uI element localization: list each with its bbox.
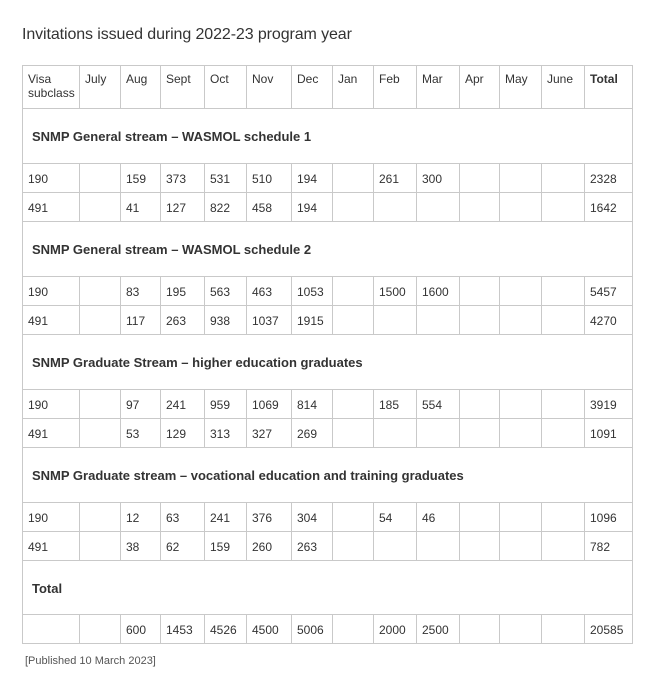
column-header: Total <box>585 66 633 109</box>
table-cell: 241 <box>205 503 247 532</box>
table-cell <box>333 419 374 448</box>
table-cell: 5457 <box>585 277 633 306</box>
table-cell: 959 <box>205 390 247 419</box>
section-heading-row <box>23 109 633 164</box>
table-cell: 300 <box>417 164 460 193</box>
table-cell: 261 <box>374 164 417 193</box>
table-cell <box>500 390 542 419</box>
table-cell: 41 <box>121 193 161 222</box>
table-cell: 938 <box>205 306 247 335</box>
table-cell: 1091 <box>585 419 633 448</box>
table-cell <box>542 277 585 306</box>
table-cell <box>80 503 121 532</box>
table-cell <box>417 306 460 335</box>
table-cell <box>333 164 374 193</box>
table-cell <box>333 306 374 335</box>
table-row <box>23 193 633 222</box>
table-cell <box>417 419 460 448</box>
column-header: July <box>80 66 121 109</box>
table-cell: 54 <box>374 503 417 532</box>
table-cell: 63 <box>161 503 205 532</box>
table-cell <box>80 615 121 644</box>
table-cell: 159 <box>121 164 161 193</box>
table-cell <box>500 503 542 532</box>
table-cell: 129 <box>161 419 205 448</box>
table-cell <box>80 532 121 561</box>
table-cell <box>542 503 585 532</box>
table-cell: 1096 <box>585 503 633 532</box>
table-cell <box>500 419 542 448</box>
table-cell: 563 <box>205 277 247 306</box>
section-heading-row <box>23 561 633 615</box>
table-row <box>23 615 633 644</box>
table-cell: 1069 <box>247 390 292 419</box>
section-heading: SNMP General stream – WASMOL schedule 1 <box>23 109 633 164</box>
table-cell <box>417 532 460 561</box>
table-cell: 463 <box>247 277 292 306</box>
table-cell: 531 <box>205 164 247 193</box>
table-cell <box>80 390 121 419</box>
table-cell: 304 <box>292 503 333 532</box>
table-cell: 458 <box>247 193 292 222</box>
table-cell: 814 <box>292 390 333 419</box>
table-cell: 1642 <box>585 193 633 222</box>
section-heading: SNMP General stream – WASMOL schedule 2 <box>23 222 633 277</box>
table-cell: 600 <box>121 615 161 644</box>
table-cell <box>500 306 542 335</box>
section-heading-row <box>23 448 633 503</box>
table-cell <box>460 503 500 532</box>
table-cell: 1915 <box>292 306 333 335</box>
invitations-table <box>22 65 633 644</box>
section-heading: SNMP Graduate Stream – higher education graduates <box>23 335 633 390</box>
table-cell: 127 <box>161 193 205 222</box>
table-cell: 1453 <box>161 615 205 644</box>
table-cell: 2000 <box>374 615 417 644</box>
table-cell: 241 <box>161 390 205 419</box>
table-cell <box>460 277 500 306</box>
table-cell: 12 <box>121 503 161 532</box>
table-cell: 510 <box>247 164 292 193</box>
section-heading-row <box>23 335 633 390</box>
table-cell <box>80 306 121 335</box>
table-cell: 376 <box>247 503 292 532</box>
table-cell <box>500 277 542 306</box>
table-cell <box>460 532 500 561</box>
table-cell: 491 <box>23 306 80 335</box>
column-header: June <box>542 66 585 109</box>
table-cell <box>374 193 417 222</box>
section-heading: SNMP Graduate stream – vocational education and training graduates <box>23 448 633 503</box>
table-cell: 4526 <box>205 615 247 644</box>
column-header: May <box>500 66 542 109</box>
table-cell <box>542 615 585 644</box>
section-heading: Total <box>23 561 633 615</box>
table-cell: 491 <box>23 532 80 561</box>
table-cell: 62 <box>161 532 205 561</box>
table-cell <box>417 193 460 222</box>
table-cell: 5006 <box>292 615 333 644</box>
table-cell <box>500 164 542 193</box>
table-cell: 1053 <box>292 277 333 306</box>
table-cell: 53 <box>121 419 161 448</box>
table-cell: 491 <box>23 419 80 448</box>
table-cell: 195 <box>161 277 205 306</box>
table-cell: 4270 <box>585 306 633 335</box>
table-row <box>23 306 633 335</box>
table-cell: 822 <box>205 193 247 222</box>
table-cell <box>80 164 121 193</box>
table-row <box>23 277 633 306</box>
column-header: Nov <box>247 66 292 109</box>
table-cell <box>374 306 417 335</box>
table-cell <box>460 164 500 193</box>
table-cell: 194 <box>292 193 333 222</box>
table-cell <box>333 390 374 419</box>
table-row <box>23 532 633 561</box>
table-row <box>23 419 633 448</box>
table-cell <box>333 277 374 306</box>
column-header: Dec <box>292 66 333 109</box>
table-cell <box>333 193 374 222</box>
table-cell <box>333 532 374 561</box>
table-cell: 782 <box>585 532 633 561</box>
column-header: Jan <box>333 66 374 109</box>
column-header: Sept <box>161 66 205 109</box>
table-cell <box>80 277 121 306</box>
table-cell <box>542 532 585 561</box>
table-cell: 269 <box>292 419 333 448</box>
table-cell: 491 <box>23 193 80 222</box>
column-header: Aug <box>121 66 161 109</box>
table-cell: 3919 <box>585 390 633 419</box>
table-cell: 46 <box>417 503 460 532</box>
table-row <box>23 164 633 193</box>
table-cell: 190 <box>23 390 80 419</box>
table-cell <box>460 615 500 644</box>
table-cell <box>23 615 80 644</box>
column-header: Visa subclass <box>23 66 80 109</box>
table-cell <box>460 193 500 222</box>
table-row <box>23 503 633 532</box>
table-cell: 190 <box>23 503 80 532</box>
table-cell <box>500 532 542 561</box>
table-cell: 20585 <box>585 615 633 644</box>
table-cell <box>460 306 500 335</box>
table-cell <box>542 390 585 419</box>
column-header: Oct <box>205 66 247 109</box>
column-header: Apr <box>460 66 500 109</box>
section-heading-row <box>23 222 633 277</box>
table-row <box>23 390 633 419</box>
table-cell: 373 <box>161 164 205 193</box>
table-cell: 190 <box>23 164 80 193</box>
table-cell: 83 <box>121 277 161 306</box>
table-cell: 97 <box>121 390 161 419</box>
table-cell <box>542 419 585 448</box>
table-cell <box>542 193 585 222</box>
table-cell <box>374 419 417 448</box>
column-header: Mar <box>417 66 460 109</box>
table-cell: 313 <box>205 419 247 448</box>
table-cell: 1600 <box>417 277 460 306</box>
table-cell <box>80 419 121 448</box>
table-cell: 38 <box>121 532 161 561</box>
table-cell <box>542 164 585 193</box>
table-cell: 260 <box>247 532 292 561</box>
header-row <box>23 66 633 109</box>
published-note: [Published 10 March 2023] <box>25 655 156 667</box>
table-cell <box>374 532 417 561</box>
table-cell: 1500 <box>374 277 417 306</box>
page-title: Invitations issued during 2022-23 program year <box>22 26 352 43</box>
table-cell: 2500 <box>417 615 460 644</box>
table-cell <box>80 193 121 222</box>
table-cell <box>333 615 374 644</box>
table-cell: 194 <box>292 164 333 193</box>
table-cell <box>460 419 500 448</box>
table-cell: 117 <box>121 306 161 335</box>
table-cell <box>460 390 500 419</box>
table-cell <box>500 615 542 644</box>
column-header: Feb <box>374 66 417 109</box>
table-cell: 263 <box>292 532 333 561</box>
table-cell: 327 <box>247 419 292 448</box>
table-cell: 554 <box>417 390 460 419</box>
table-cell: 263 <box>161 306 205 335</box>
table-cell: 190 <box>23 277 80 306</box>
table-cell: 185 <box>374 390 417 419</box>
table-cell: 4500 <box>247 615 292 644</box>
table-cell <box>542 306 585 335</box>
table-cell <box>500 193 542 222</box>
table-cell: 1037 <box>247 306 292 335</box>
table-cell <box>333 503 374 532</box>
table-cell: 159 <box>205 532 247 561</box>
table-cell: 2328 <box>585 164 633 193</box>
